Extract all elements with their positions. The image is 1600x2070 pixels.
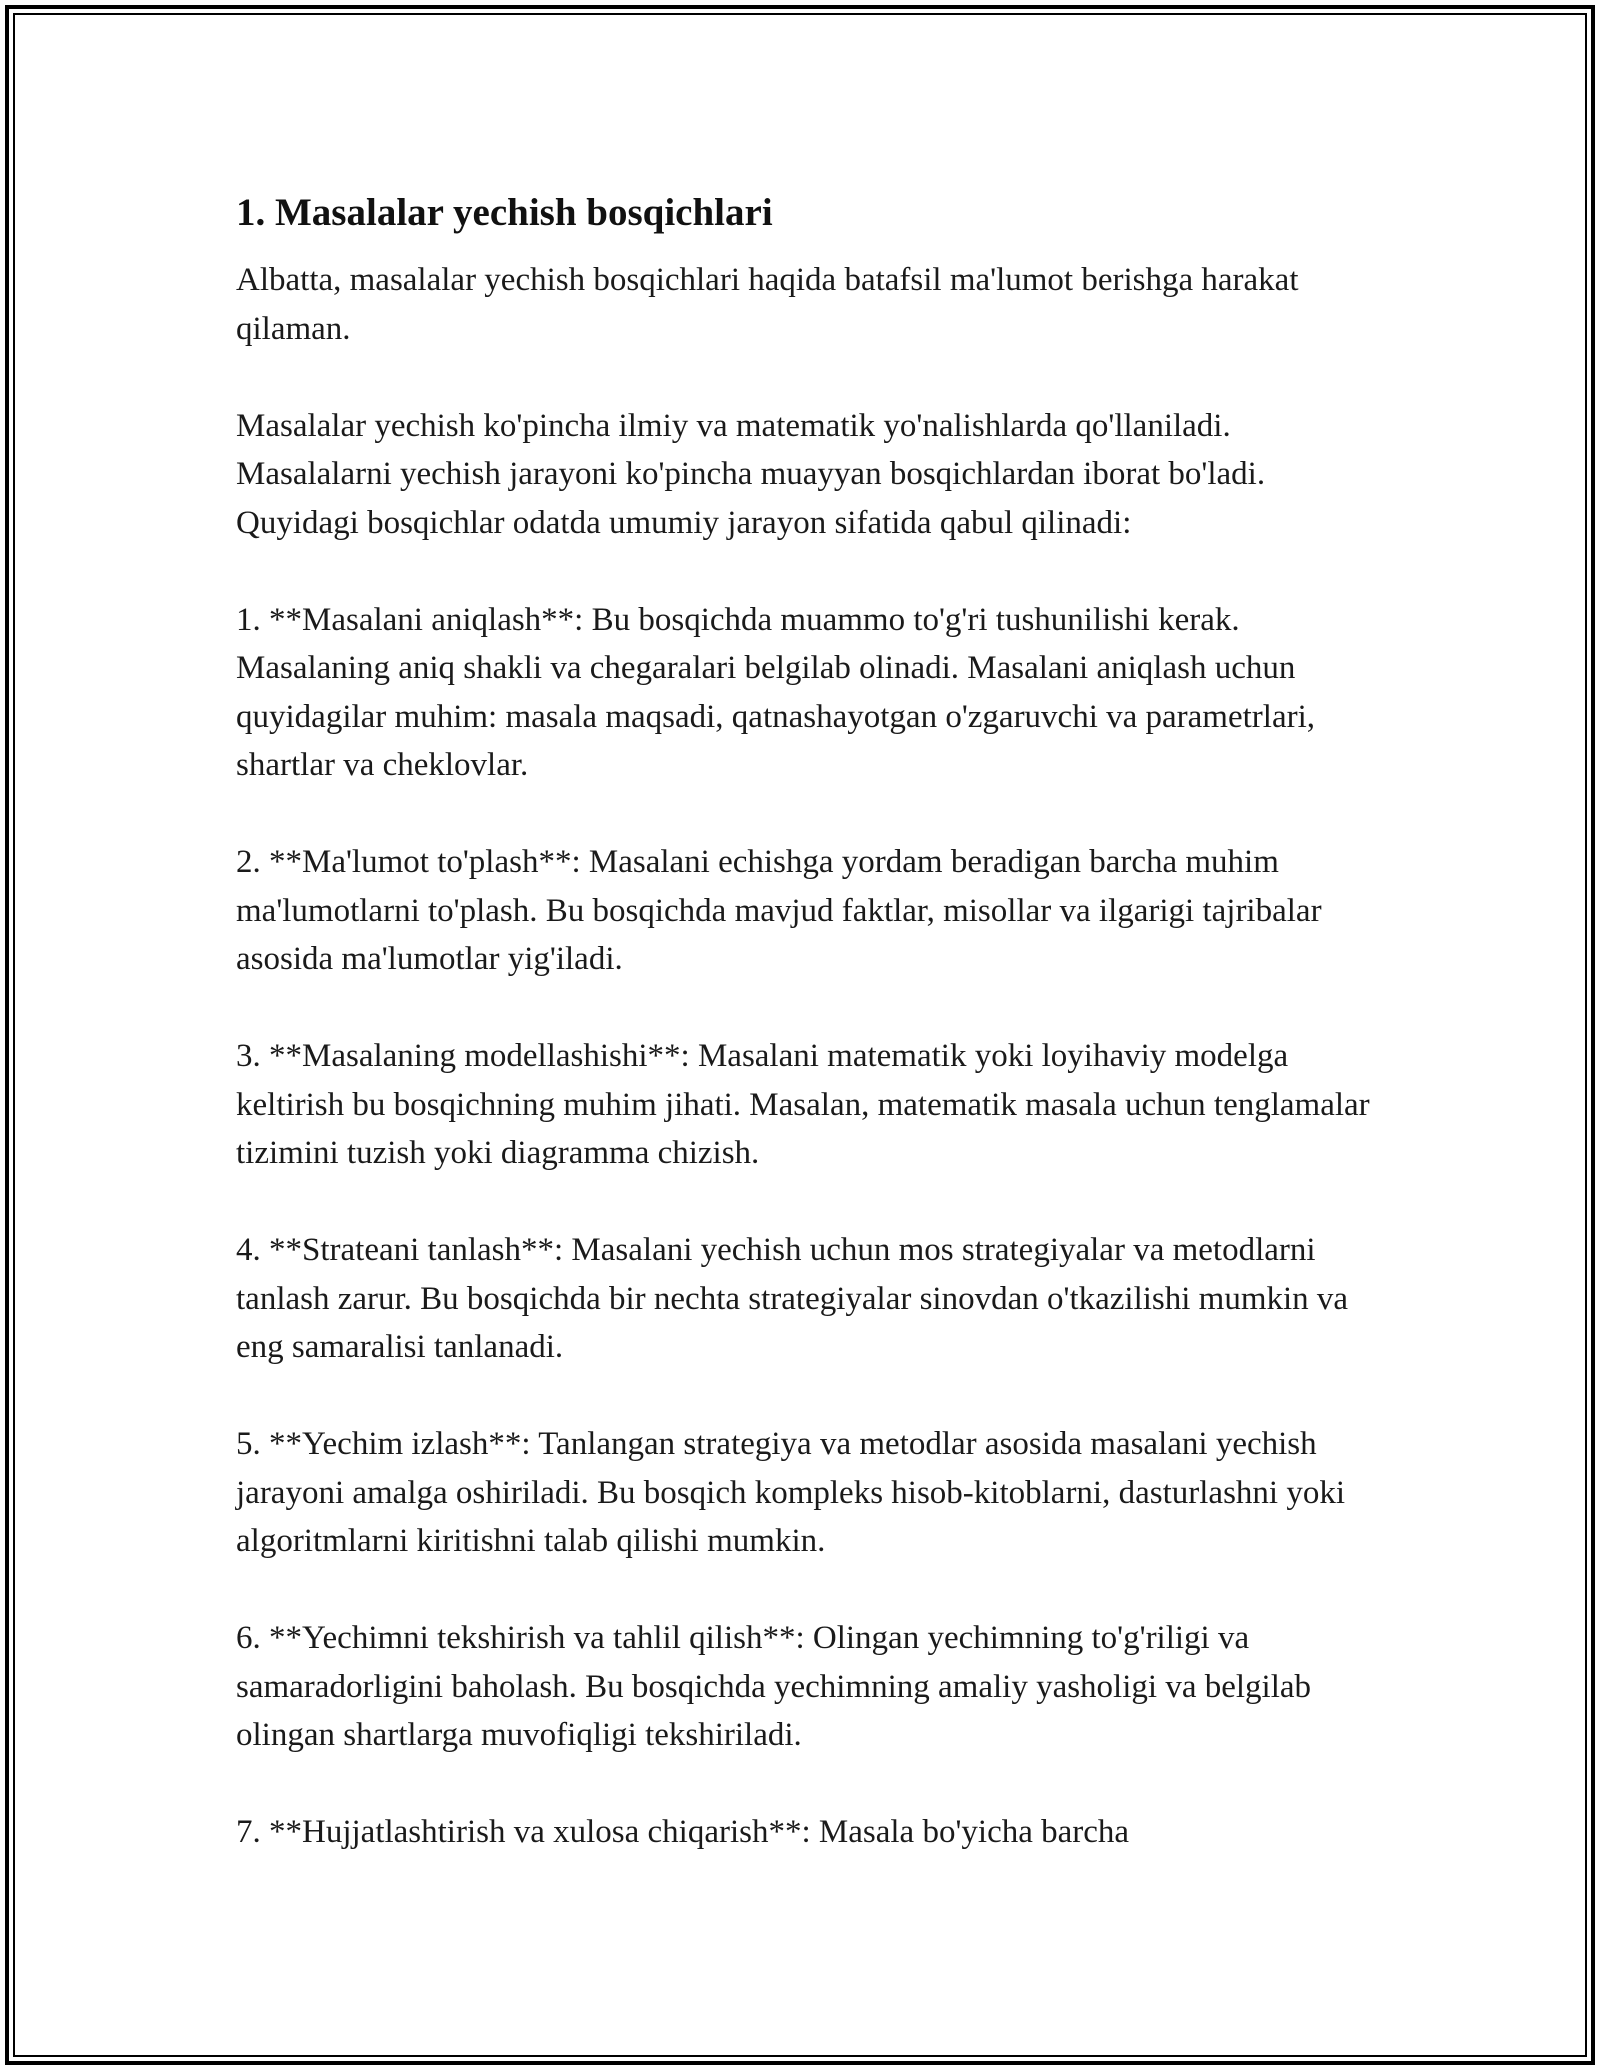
intro-paragraph: Albatta, masalalar yechish bosqichlari haqida batafsil ma'lumot berishga harakat qilaman.	[236, 262, 1299, 347]
step-2-paragraph: 2. **Ma'lumot to'plash**: Masalani echishga yordam beradigan barcha muhim ma'lumotlarni to'plash. Bu bosqichda mavjud faktlar, misollar va ilgarigi tajribalar asosida ma'lumotlar yig'iladi.	[236, 844, 1322, 977]
step-1-paragraph: 1. **Masalani aniqlash**: Bu bosqichda muammo to'g'ri tushunilishi kerak. Masalaning aniq shakli va chegaralari belgilab olinadi. Masalani aniqlash uchun quyidagilar muhim: masala maqsadi, qatnashayotgan o'zgaruvchi va parametrlari, shartlar va cheklovlar.	[236, 601, 1315, 783]
step-6-paragraph: 6. **Yechimni tekshirish va tahlil qilish**: Olingan yechimning to'g'riligi va samaradorligini baholash. Bu bosqichda yechimning amaliy yasholigi va belgilab olingan shartlarga muvofiqligi tekshiriladi.	[236, 1620, 1312, 1753]
step-4-paragraph: 4. **Strateani tanlash**: Masalani yechish uchun mos strategiyalar va metodlarni tanlash zarur. Bu bosqichda bir nechta strategiyalar sinovdan o'tkazilishi mumkin va eng samaralisi tanlanadi.	[236, 1232, 1349, 1365]
step-3-paragraph: 3. **Masalaning modellashishi**: Masalani matematik yoki loyihaviy modelga keltirish bu bosqichning muhim jihati. Masalan, matematik masala uchun tenglamalar tizimini tuzish yoki diagramma chizish.	[236, 1038, 1370, 1171]
overview-paragraph: Masalalar yechish ko'pincha ilmiy va matematik yo'nalishlarda qo'llaniladi. Masalalarni yechish jarayoni ko'pincha muayyan bosqichlardan iborat bo'ladi. Quyidagi bosqichlar odatda umumiy jarayon sifatida qabul qilinadi:	[236, 407, 1266, 541]
step-7-paragraph: 7. **Hujjatlashtirish va xulosa chiqarish**: Masala bo'yicha barcha	[236, 1814, 1130, 1850]
document-body	[236, 186, 1386, 1857]
document-heading: 1. Masalalar yechish bosqichlari	[236, 191, 773, 234]
step-5-paragraph: 5. **Yechim izlash**: Tanlangan strategiya va metodlar asosida masalani yechish jarayoni amalga oshiriladi. Bu bosqich kompleks hisob-kitoblarni, dasturlashni yoki algoritmlarni kiritishni talab qilishi mumkin.	[236, 1426, 1345, 1559]
